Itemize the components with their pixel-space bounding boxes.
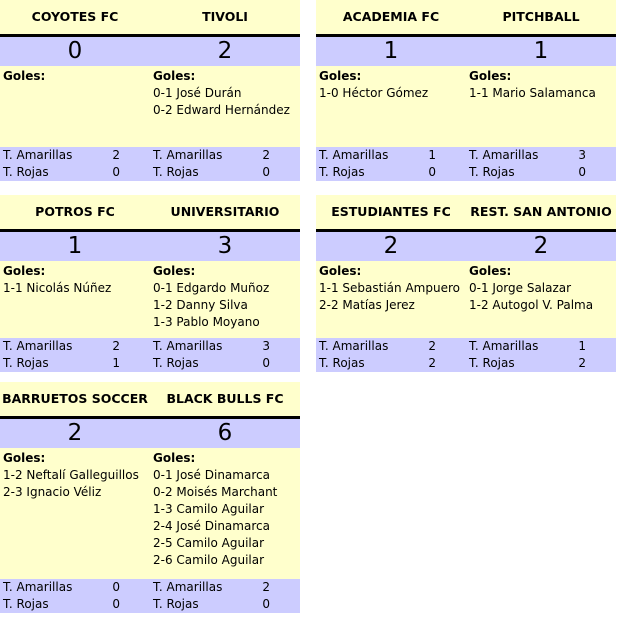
goal-entry: 2-6 Camilo Aguilar — [153, 553, 265, 567]
yellow-cards-row — [466, 147, 616, 164]
score-bar — [0, 416, 300, 448]
yellow-cards-count: 2 — [112, 339, 120, 353]
red-cards-row — [0, 355, 150, 372]
home-cards — [0, 147, 150, 181]
away-cards — [150, 147, 300, 181]
red-cards-label: T. Rojas — [153, 165, 199, 179]
goal-entry: 2-4 José Dinamarca — [153, 519, 270, 533]
red-cards-row — [150, 355, 300, 372]
yellow-cards-label: T. Amarillas — [153, 339, 223, 353]
goal-entry: 1-3 Camilo Aguilar — [153, 502, 265, 516]
yellow-cards-count: 2 — [262, 580, 270, 594]
red-cards-label: T. Rojas — [319, 356, 365, 370]
goals-label: Goles: — [3, 451, 46, 465]
yellow-cards-label: T. Amarillas — [3, 148, 73, 162]
yellow-cards-label: T. Amarillas — [469, 148, 539, 162]
home-team-name: BARRUETOS SOCCER — [2, 391, 148, 406]
goal-entry: 1-3 Pablo Moyano — [153, 315, 260, 329]
red-cards-row — [466, 355, 616, 372]
goal-entry: 1-2 Autogol V. Palma — [469, 298, 594, 312]
home-cards — [0, 338, 150, 372]
red-cards-row — [150, 596, 300, 613]
yellow-cards-row — [466, 338, 616, 355]
away-score: 2 — [533, 233, 549, 259]
goal-entry: 1-1 Sebastián Ampuero — [319, 281, 460, 295]
yellow-cards-count: 2 — [112, 148, 120, 162]
goal-entry: 0-2 Edward Hernández — [153, 103, 290, 117]
home-cards — [0, 579, 150, 613]
red-cards-count: 0 — [262, 356, 270, 370]
match-card — [316, 0, 616, 181]
yellow-cards-row — [316, 147, 466, 164]
goals-label: Goles: — [469, 264, 512, 278]
red-cards-row — [150, 164, 300, 181]
yellow-cards-label: T. Amarillas — [319, 339, 389, 353]
yellow-cards-label: T. Amarillas — [319, 148, 389, 162]
teams-header — [0, 382, 300, 416]
away-score: 6 — [217, 420, 233, 446]
home-score: 1 — [383, 38, 399, 64]
goals-section — [0, 66, 300, 147]
cards-section — [316, 147, 616, 181]
home-score: 0 — [67, 38, 83, 64]
home-score: 2 — [67, 420, 83, 446]
yellow-cards-row — [0, 579, 150, 596]
score-bar — [0, 229, 300, 261]
red-cards-count: 0 — [112, 165, 120, 179]
away-cards — [150, 579, 300, 613]
goal-entry: 2-2 Matías Jerez — [319, 298, 415, 312]
red-cards-count: 0 — [262, 165, 270, 179]
away-goals — [150, 66, 300, 147]
away-score: 3 — [217, 233, 233, 259]
goal-entry: 1-2 Neftalí Galleguillos — [3, 468, 139, 482]
away-goals — [466, 66, 616, 147]
goals-section — [316, 66, 616, 147]
match-card — [316, 195, 616, 372]
goal-entry: 1-0 Héctor Gómez — [319, 86, 429, 100]
yellow-cards-count: 2 — [428, 339, 436, 353]
red-cards-row — [316, 164, 466, 181]
away-goals — [150, 261, 300, 338]
goal-entry: 2-5 Camilo Aguilar — [153, 536, 265, 550]
yellow-cards-count: 3 — [578, 148, 586, 162]
red-cards-row — [466, 164, 616, 181]
red-cards-count: 1 — [112, 356, 120, 370]
home-team-name: ACADEMIA FC — [342, 9, 440, 24]
match-card — [0, 0, 300, 181]
away-team-name: BLACK BULLS FC — [166, 391, 284, 406]
goals-section — [0, 261, 300, 338]
home-cards — [316, 147, 466, 181]
yellow-cards-count: 2 — [262, 148, 270, 162]
red-cards-count: 0 — [428, 165, 436, 179]
score-bar — [0, 34, 300, 66]
cards-section — [0, 147, 300, 181]
score-bar — [316, 34, 616, 66]
goals-section — [316, 261, 616, 338]
cards-section — [0, 579, 300, 613]
goal-entry: 0-2 Moisés Marchant — [153, 485, 278, 499]
away-score: 2 — [217, 38, 233, 64]
away-score: 1 — [533, 38, 549, 64]
yellow-cards-row — [316, 338, 466, 355]
away-team-name: PITCHBALL — [502, 9, 580, 24]
yellow-cards-label: T. Amarillas — [3, 580, 73, 594]
home-goals — [0, 448, 150, 579]
yellow-cards-label: T. Amarillas — [153, 580, 223, 594]
goals-label: Goles: — [153, 451, 196, 465]
red-cards-label: T. Rojas — [3, 356, 49, 370]
goals-label: Goles: — [3, 264, 46, 278]
goal-entry: 0-1 Jorge Salazar — [469, 281, 572, 295]
goals-label: Goles: — [319, 264, 362, 278]
goals-section — [0, 448, 300, 579]
score-bar — [316, 229, 616, 261]
teams-header — [0, 0, 300, 34]
goal-entry: 2-3 Ignacio Véliz — [3, 485, 102, 499]
home-cards — [316, 338, 466, 372]
home-goals — [316, 261, 466, 338]
teams-header — [316, 195, 616, 229]
red-cards-row — [0, 596, 150, 613]
goals-label: Goles: — [319, 69, 362, 83]
yellow-cards-label: T. Amarillas — [3, 339, 73, 353]
yellow-cards-count: 0 — [112, 580, 120, 594]
away-cards — [466, 338, 616, 372]
goal-entry: 1-2 Danny Silva — [153, 298, 248, 312]
home-goals — [0, 66, 150, 147]
yellow-cards-row — [150, 338, 300, 355]
away-cards — [150, 338, 300, 372]
goal-entry: 0-1 José Dinamarca — [153, 468, 270, 482]
yellow-cards-count: 3 — [262, 339, 270, 353]
yellow-cards-label: T. Amarillas — [469, 339, 539, 353]
match-card — [0, 195, 300, 372]
red-cards-count: 0 — [112, 597, 120, 611]
home-goals — [0, 261, 150, 338]
red-cards-label: T. Rojas — [3, 165, 49, 179]
goal-entry: 0-1 José Durán — [153, 86, 242, 100]
home-score: 1 — [67, 233, 83, 259]
yellow-cards-label: T. Amarillas — [153, 148, 223, 162]
home-goals — [316, 66, 466, 147]
home-team-name: POTROS FC — [35, 204, 115, 219]
goal-entry: 0-1 Edgardo Muñoz — [153, 281, 270, 295]
red-cards-row — [316, 355, 466, 372]
away-team-name: REST. SAN ANTONIO — [470, 204, 612, 219]
red-cards-label: T. Rojas — [469, 356, 515, 370]
teams-header — [0, 195, 300, 229]
yellow-cards-row — [150, 579, 300, 596]
away-team-name: TIVOLI — [202, 9, 248, 24]
cards-section — [316, 338, 616, 372]
goal-entry: 1-1 Mario Salamanca — [469, 86, 596, 100]
away-goals — [466, 261, 616, 338]
red-cards-row — [0, 164, 150, 181]
red-cards-count: 2 — [578, 356, 586, 370]
teams-header — [316, 0, 616, 34]
away-goals — [150, 448, 300, 579]
yellow-cards-count: 1 — [428, 148, 436, 162]
red-cards-label: T. Rojas — [469, 165, 515, 179]
red-cards-label: T. Rojas — [153, 597, 199, 611]
yellow-cards-row — [0, 338, 150, 355]
red-cards-label: T. Rojas — [153, 356, 199, 370]
yellow-cards-row — [150, 147, 300, 164]
yellow-cards-count: 1 — [578, 339, 586, 353]
away-team-name: UNIVERSITARIO — [170, 204, 280, 219]
red-cards-count: 0 — [262, 597, 270, 611]
match-card — [0, 382, 300, 613]
goals-label: Goles: — [153, 69, 196, 83]
cards-section — [0, 338, 300, 372]
goals-label: Goles: — [469, 69, 512, 83]
red-cards-label: T. Rojas — [3, 597, 49, 611]
goals-label: Goles: — [153, 264, 196, 278]
goal-entry: 1-1 Nicolás Núñez — [3, 281, 112, 295]
away-cards — [466, 147, 616, 181]
red-cards-count: 0 — [578, 165, 586, 179]
yellow-cards-row — [0, 147, 150, 164]
red-cards-label: T. Rojas — [319, 165, 365, 179]
home-team-name: COYOTES FC — [31, 9, 119, 24]
red-cards-count: 2 — [428, 356, 436, 370]
home-team-name: ESTUDIANTES FC — [331, 204, 451, 219]
goals-label: Goles: — [3, 69, 46, 83]
home-score: 2 — [383, 233, 399, 259]
